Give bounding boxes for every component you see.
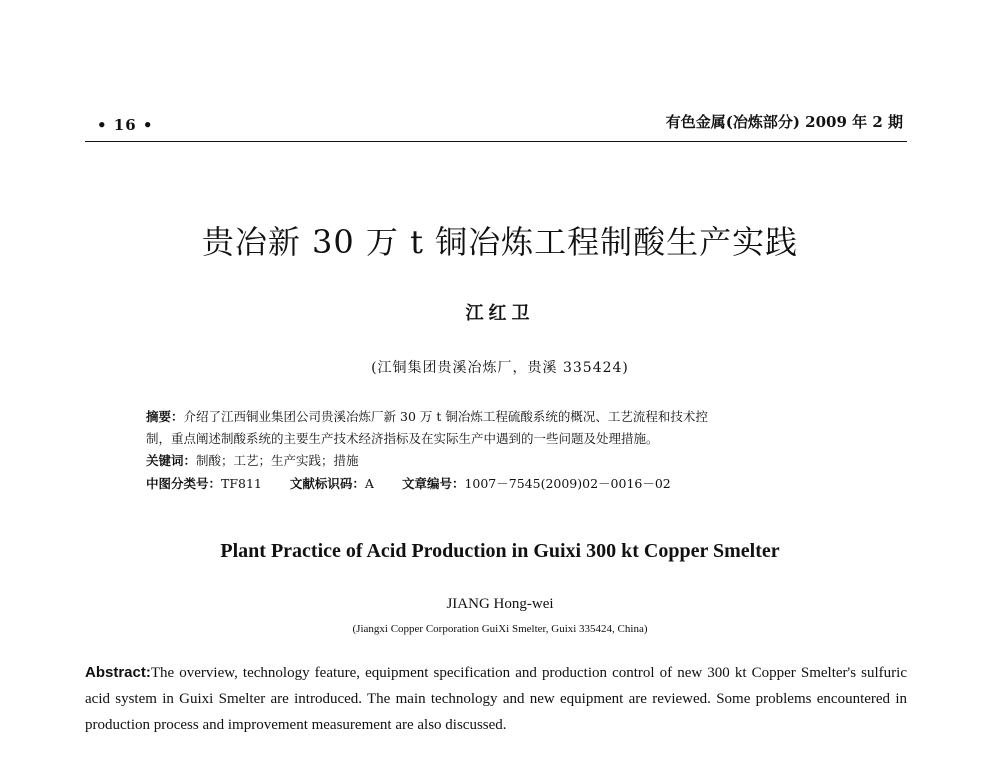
header-divider [85, 141, 907, 142]
classification-row [146, 473, 671, 495]
affiliation-chinese: (江铜集团贵溪冶炼厂，贵溪 335424) [371, 360, 629, 376]
page-number: • 16 • [97, 116, 154, 134]
clc-value: TF811 [221, 476, 262, 491]
abstract-chinese-label: 摘要： [146, 409, 184, 424]
keywords-chinese [146, 450, 359, 472]
author-chinese: 江红卫 [465, 303, 535, 324]
abstract-chinese-line-2: 制，重点阐述制酸系统的主要生产技术经济指标及在实际生产中遇到的一些问题及处理措施。 [146, 431, 659, 446]
journal-header: 有色金属(冶炼部分) 2009 年 2 期 [665, 113, 903, 131]
title-english: Plant Practice of Acid Production in Guixi 300 kt Copper Smelter [220, 540, 780, 562]
clc-label: 中图分类号： [146, 476, 222, 491]
abstract-english [85, 660, 907, 738]
author-english: JIANG Hong-wei [446, 596, 554, 612]
title-chinese: 贵冶新 30 万 t 铜冶炼工程制酸生产实践 [201, 223, 799, 261]
abstract-english-text: The overview, technology feature, equipment specification and production control of new 300 kt Copper Smelter's sulfuric acid system in Guixi Smelter are introduced. The main technology and new equipment are reviewed. Some problems encountered in production process and improvement measurement are also discussed. [85, 665, 907, 733]
abstract-chinese-text-1: 介绍了江西铜业集团公司贵溪冶炼厂新 30 万 t 铜冶炼工程硫酸系统的概况、工艺流程和技术控 [183, 409, 708, 424]
article-number-label: 文章编号： [401, 476, 465, 491]
doc-code-value: A [364, 476, 374, 491]
affiliation-english: (Jiangxi Copper Corporation GuiXi Smelter, Guixi 335424, China) [352, 623, 648, 635]
article-number-value: 1007－7545(2009)02－0016－02 [464, 476, 671, 491]
keywords-label: 关键词： [146, 453, 197, 468]
abstract-english-label: Abstract: [85, 664, 151, 681]
keywords-text: 制酸；工艺；生产实践；措施 [196, 453, 359, 468]
doc-code-label: 文献标识码： [289, 476, 365, 491]
abstract-chinese-line-1 [146, 406, 708, 428]
